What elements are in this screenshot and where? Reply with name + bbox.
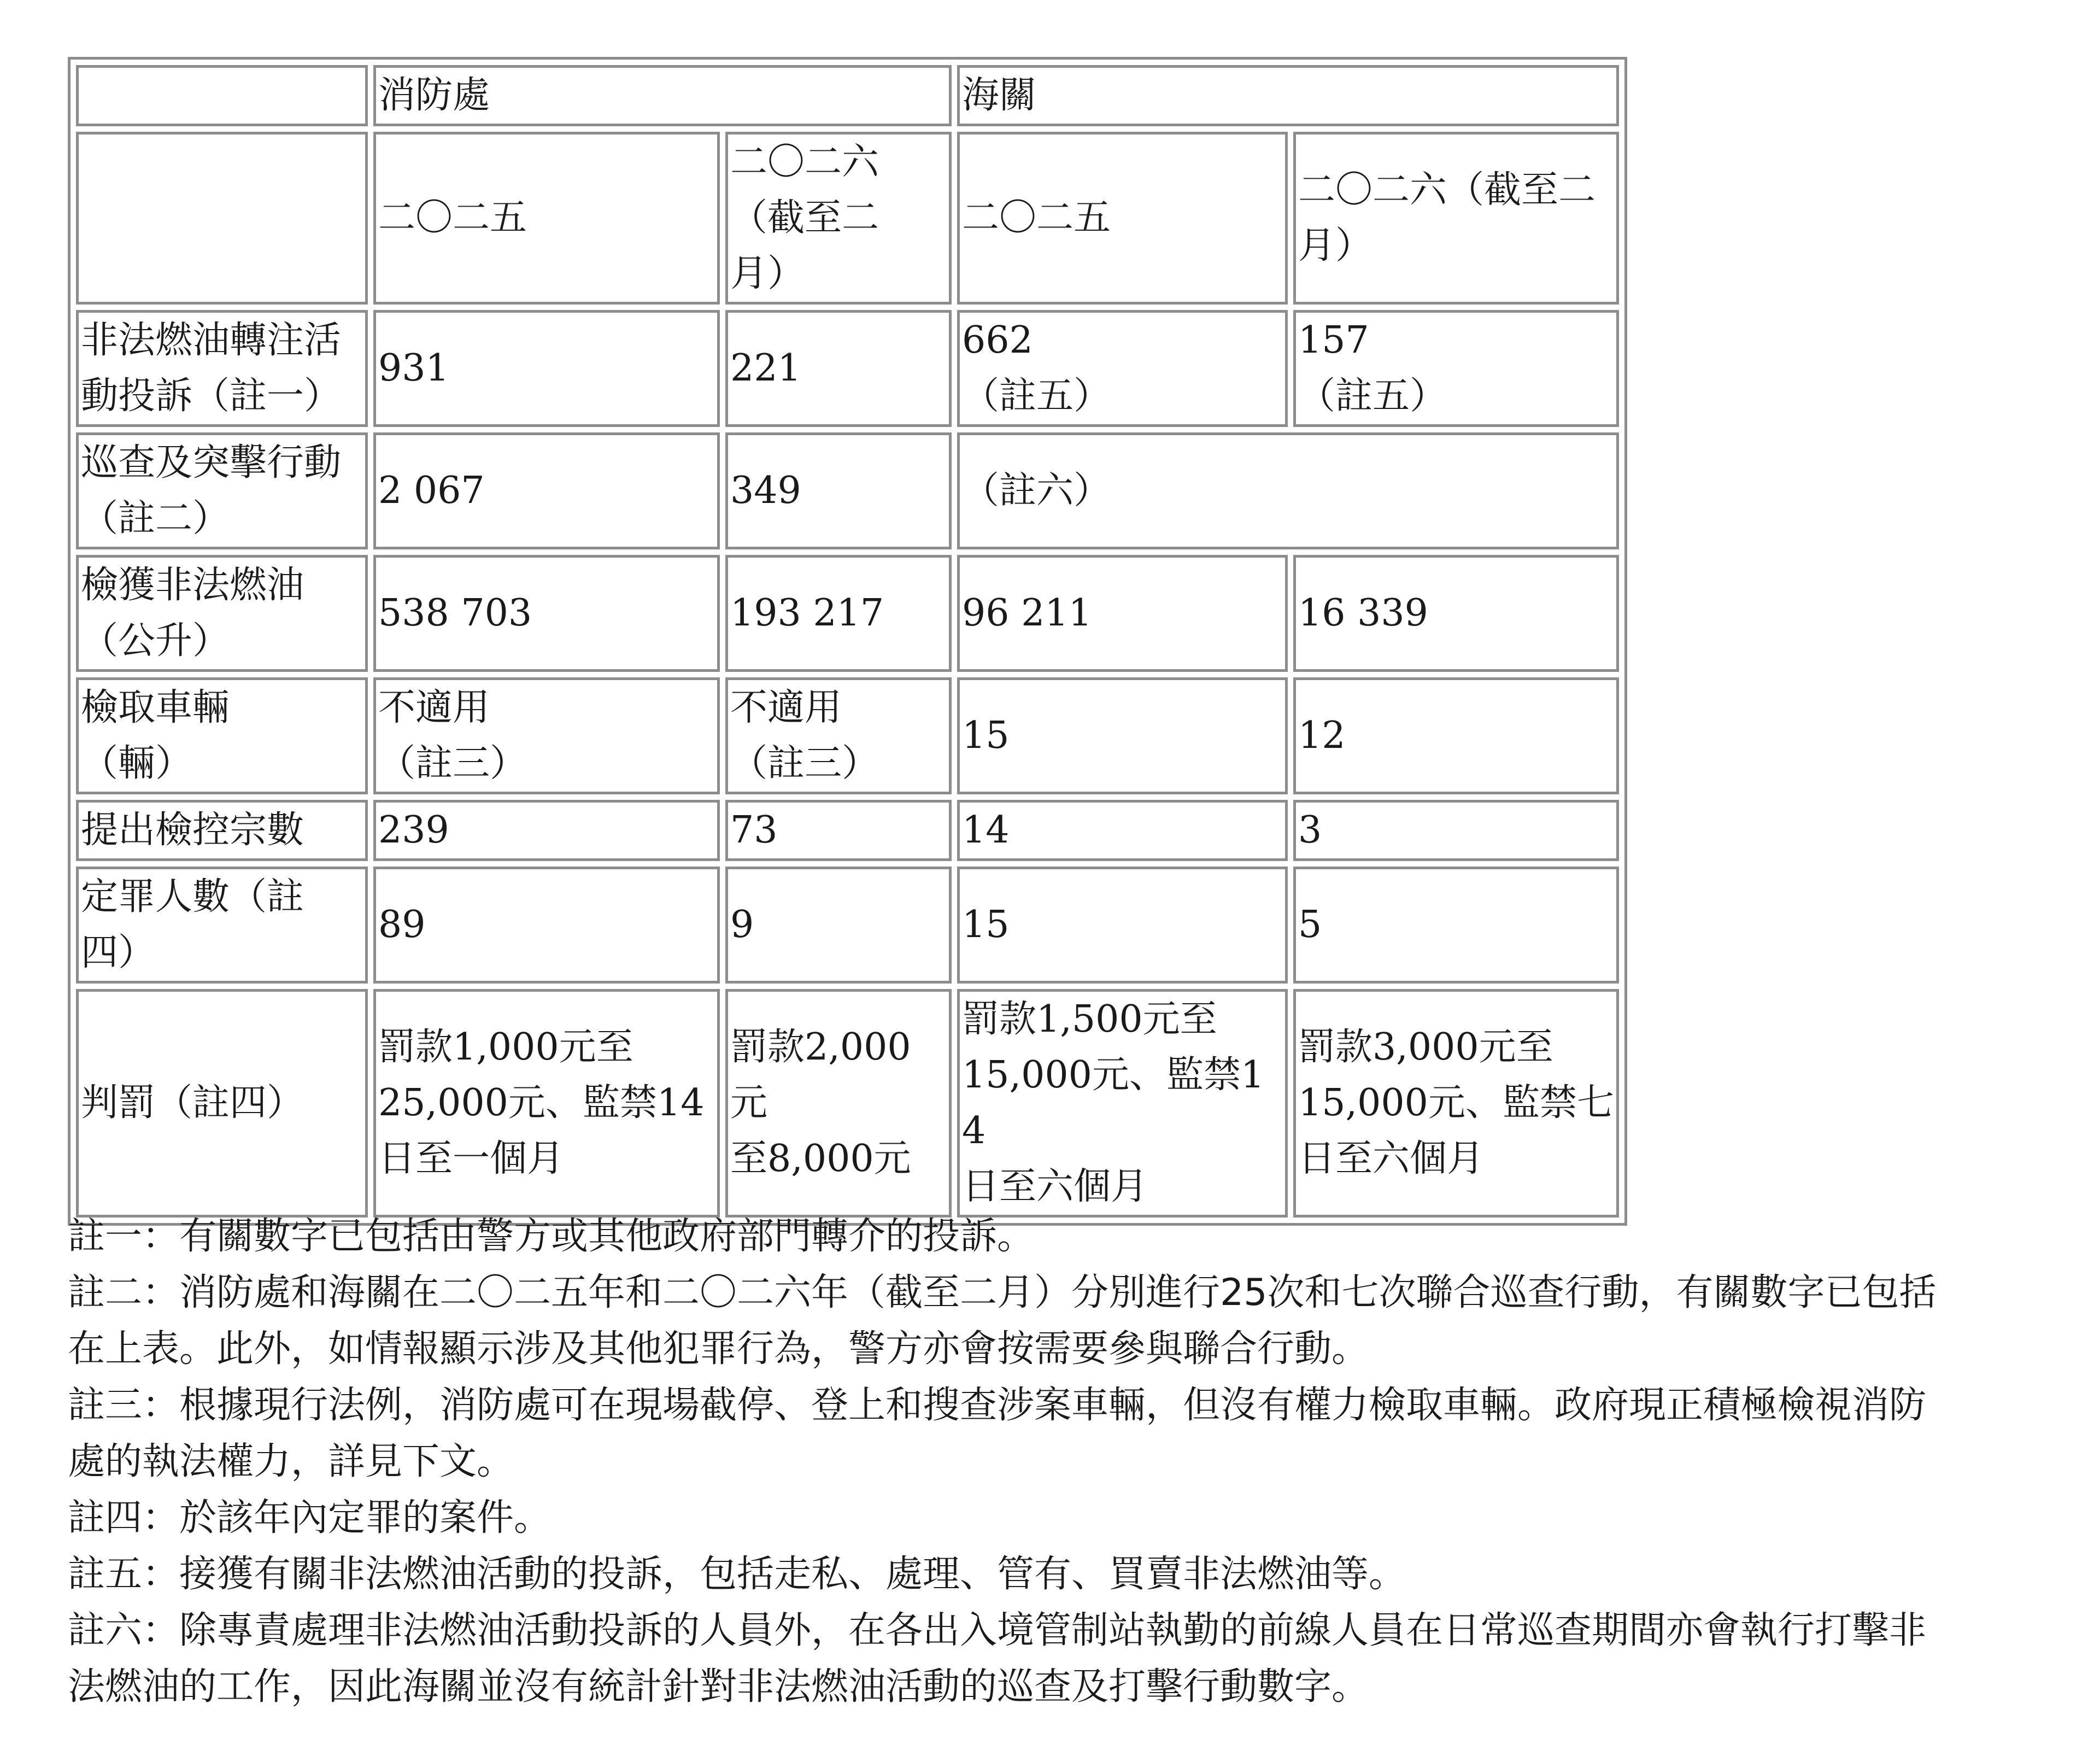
row-label-line: （輛） [81, 742, 193, 785]
cell-line: （註三） [730, 742, 879, 785]
cell-customs-2025 [957, 867, 1288, 984]
cell-customs-2026 [1293, 989, 1619, 1218]
row-label-line: 定罪人數（註 [81, 875, 304, 918]
footnotes [68, 1208, 2068, 1715]
cell-line: 罰款1,000元至 [378, 1026, 633, 1069]
header-line: 月） [730, 252, 805, 295]
cell-line: 12 [1298, 714, 1346, 757]
cell-line: 221 [730, 347, 801, 390]
row-label-line: 四） [81, 931, 156, 974]
row-label-line: 檢獲非法燃油 [81, 564, 304, 607]
cell-line: 73 [730, 809, 778, 852]
cell-line: 538 703 [378, 592, 532, 635]
cell-line: 2 067 [378, 469, 485, 512]
cell-fsd-2025 [373, 800, 720, 861]
cell-line: 931 [378, 347, 449, 390]
row-label-line: 檢取車輛 [81, 686, 230, 729]
cell-line: （註五） [1298, 374, 1447, 418]
row-label-line: 提出檢控宗數 [81, 809, 304, 852]
cell-line: 25,000元、監禁14 [378, 1081, 705, 1125]
cell-line: 239 [378, 809, 449, 852]
header-customs-2026 [1293, 132, 1619, 305]
cell-fsd-2026 [725, 310, 952, 427]
cell-line: 日至一個月 [378, 1137, 565, 1180]
row-label [76, 310, 368, 427]
cell-line: 16 339 [1298, 592, 1428, 635]
cell-fsd-2026 [725, 677, 952, 794]
cell-fsd-2026 [725, 989, 952, 1218]
footnote-4 [68, 1490, 2068, 1546]
header-line: （截至二 [730, 196, 879, 239]
row-label [76, 555, 368, 672]
header-corner-cell [76, 65, 368, 126]
cell-line: 日至六個月 [1298, 1137, 1485, 1180]
header-customs-2025: 二〇二五 [957, 132, 1288, 305]
table-row-seized-fuel [76, 555, 1619, 672]
footnote-line: 法燃油的工作，因此海關並沒有統計針對非法燃油活動的巡查及打擊行動數字。 [68, 1665, 1369, 1708]
header-customs: 海關 [957, 65, 1619, 126]
cell-line: 9 [730, 903, 754, 946]
footnote-line: 註一：有關數字已包括由警方或其他政府部門轉介的投訴。 [68, 1215, 1035, 1258]
cell-line: 15 [962, 903, 1010, 946]
footnote-line: 註五：接獲有關非法燃油活動的投訴，包括走私、處理、管有、買賣非法燃油等。 [68, 1553, 1406, 1596]
cell-fsd-2025 [373, 989, 720, 1218]
row-label [76, 432, 368, 549]
cell-line: （註五） [962, 374, 1111, 418]
footnote-3 [68, 1377, 2068, 1490]
cell-line: 罰款1,500元至 [962, 998, 1217, 1041]
header-line: 月） [1298, 224, 1373, 267]
table-row-complaints [76, 310, 1619, 427]
cell-fsd-2026 [725, 800, 952, 861]
cell-line: 662 [962, 319, 1033, 362]
cell-line: 193 217 [730, 592, 884, 635]
header-fire-services-department: 消防處 [373, 65, 952, 126]
row-label-line: （註二） [81, 497, 230, 540]
cell-line: 89 [378, 903, 426, 946]
footnote-line: 在上表。此外，如情報顯示涉及其他犯罪行為，警方亦會按需要參與聯合行動。 [68, 1327, 1369, 1371]
year-header-row [76, 132, 1619, 305]
cell-customs-2026 [1293, 555, 1619, 672]
cell-line: 至8,000元 [730, 1137, 911, 1180]
cell-line: 15,000元、監禁七 [1298, 1081, 1614, 1125]
cell-fsd-2026 [725, 432, 952, 549]
row-label [76, 800, 368, 861]
header-fsd-2025: 二〇二五 [373, 132, 720, 305]
cell-line: 日至六個月 [962, 1165, 1148, 1208]
cell-customs-2025 [957, 800, 1288, 861]
header-line: 二〇二六 [730, 141, 879, 184]
header-fsd-2026 [725, 132, 952, 305]
row-label-line: 非法燃油轉注活 [81, 319, 342, 362]
table-row-convictions [76, 867, 1619, 984]
table-row-vehicles [76, 677, 1619, 794]
row-label-line: 判罰（註四） [81, 1081, 304, 1125]
cell-line: 不適用 [378, 686, 490, 729]
cell-line: 15 [962, 714, 1010, 757]
row-label [76, 867, 368, 984]
cell-line: （註六） [962, 469, 1111, 512]
cell-customs-2025 [957, 989, 1288, 1218]
cell-customs-merged [957, 432, 1619, 549]
footnote-6 [68, 1602, 2068, 1715]
cell-line: （註三） [378, 742, 527, 785]
cell-fsd-2025 [373, 867, 720, 984]
footnote-2 [68, 1265, 2068, 1377]
cell-line: 14 [962, 809, 1010, 852]
cell-fsd-2026 [725, 555, 952, 672]
footnote-line: 處的執法權力，詳見下文。 [68, 1440, 514, 1483]
row-label [76, 677, 368, 794]
cell-customs-2026 [1293, 677, 1619, 794]
row-label [76, 989, 368, 1218]
statistics-table [68, 57, 1627, 1226]
row-label-line: 巡查及突擊行動 [81, 441, 342, 484]
group-header-row [76, 65, 1619, 126]
cell-fsd-2025 [373, 432, 720, 549]
cell-customs-2025 [957, 555, 1288, 672]
cell-fsd-2026 [725, 867, 952, 984]
footnote-line: 註四：於該年內定罪的案件。 [68, 1496, 552, 1540]
cell-line: 罰款2,000元 [730, 1026, 911, 1125]
cell-fsd-2025 [373, 310, 720, 427]
cell-customs-2026 [1293, 867, 1619, 984]
cell-customs-2025 [957, 677, 1288, 794]
year-header-corner-cell [76, 132, 368, 305]
cell-line: 96 211 [962, 592, 1092, 635]
cell-line: 349 [730, 469, 801, 512]
cell-customs-2025 [957, 310, 1288, 427]
cell-line: 15,000元、監禁14 [962, 1053, 1265, 1152]
table-row-penalties [76, 989, 1619, 1218]
cell-line: 3 [1298, 809, 1322, 852]
cell-customs-2026 [1293, 800, 1619, 861]
footnote-5 [68, 1546, 2068, 1602]
cell-fsd-2025 [373, 555, 720, 672]
table-row-patrols [76, 432, 1619, 549]
footnote-line: 註六：除專責處理非法燃油活動投訴的人員外，在各出入境管制站執勤的前線人員在日常巡查期間亦會執行打擊非 [68, 1609, 1927, 1652]
cell-line: 157 [1298, 319, 1369, 362]
cell-customs-2026 [1293, 310, 1619, 427]
footnote-line: 註三：根據現行法例，消防處可在現場截停、登上和搜查涉案車輛，但沒有權力檢取車輛。政府現正積極檢視消防 [68, 1384, 1927, 1427]
cell-fsd-2025 [373, 677, 720, 794]
header-line: 二〇二六（截至二 [1298, 168, 1596, 212]
cell-line: 5 [1298, 903, 1322, 946]
row-label-line: 動投訴（註一） [81, 374, 342, 418]
footnote-1 [68, 1208, 2068, 1265]
table-row-prosecutions [76, 800, 1619, 861]
cell-line: 不適用 [730, 686, 842, 729]
footnote-line: 註二：消防處和海關在二〇二五年和二〇二六年（截至二月）分別進行25次和七次聯合巡查行動，有關數字已包括 [68, 1271, 1937, 1314]
cell-line: 罰款3,000元至 [1298, 1026, 1553, 1069]
row-label-line: （公升） [81, 619, 230, 663]
